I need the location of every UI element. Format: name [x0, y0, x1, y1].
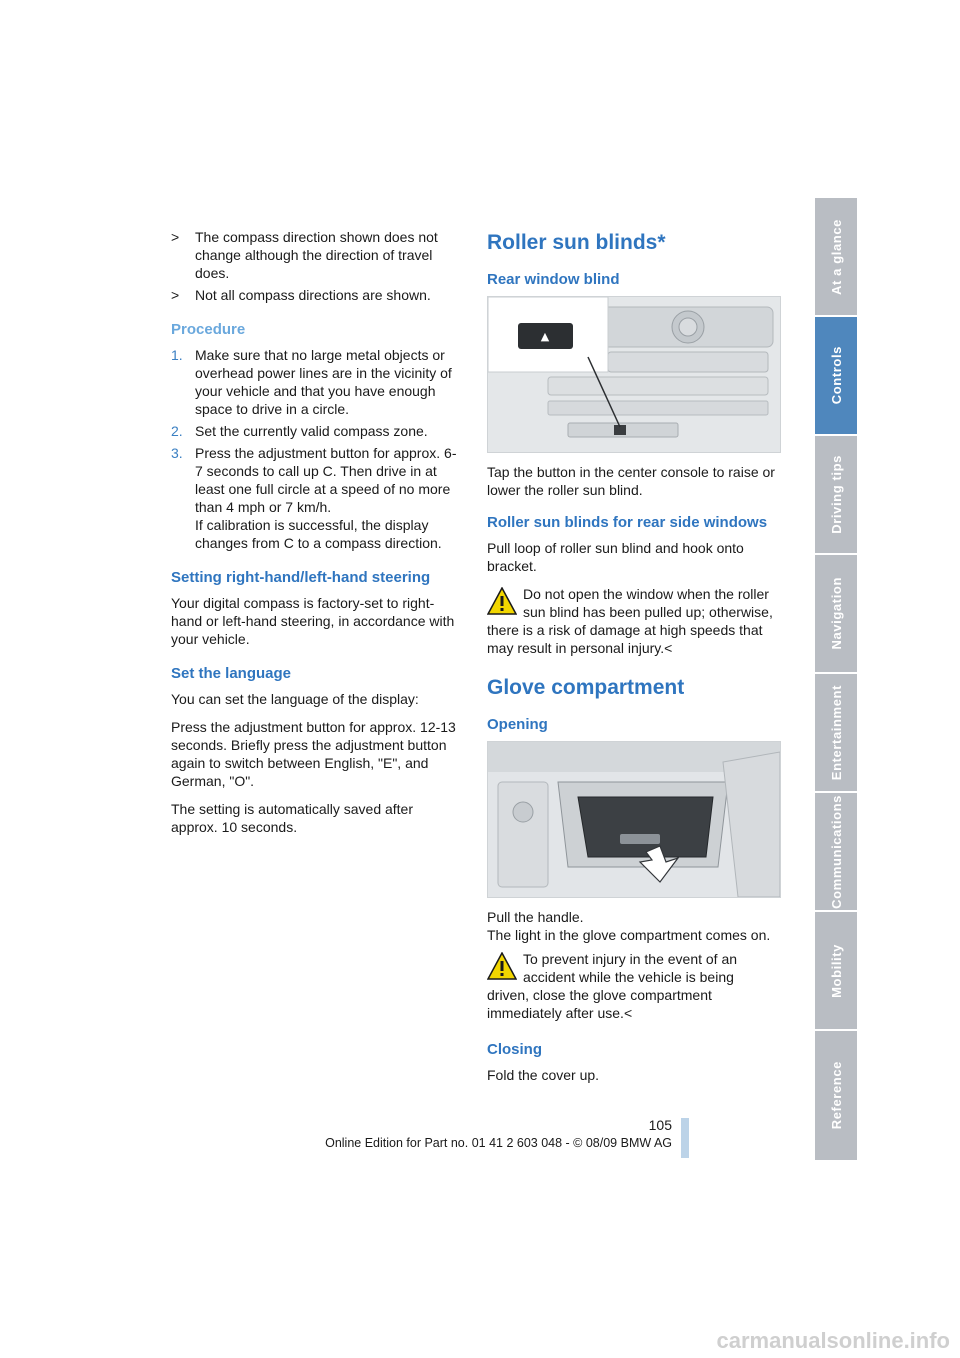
opening-line-2: The light in the glove compartment comes on. — [487, 927, 771, 943]
opening-text — [487, 908, 779, 944]
glove-compartment-illustration — [488, 742, 780, 897]
sidebar-tab-label: At a glance — [828, 218, 844, 295]
footer-bar — [681, 1118, 689, 1158]
end-mark: < — [664, 640, 673, 656]
page-number: 105 — [648, 1117, 672, 1133]
sidebar-tab-label: Controls — [828, 346, 844, 405]
procedure-step — [171, 422, 463, 440]
opening-line-1: Pull the handle. — [487, 909, 584, 925]
procedure-step — [171, 346, 463, 418]
steering-heading: Setting right-hand/left-hand steering — [171, 569, 431, 586]
language-p1: You can set the language of the display: — [171, 691, 419, 707]
sidebar-tab-label: Communications — [828, 794, 844, 909]
language-heading: Set the language — [171, 665, 292, 682]
bullet-text: Not all compass directions are shown. — [195, 287, 431, 303]
sidebar-tab-controls[interactable] — [815, 317, 857, 436]
sidebar-tab-reference[interactable] — [815, 1031, 857, 1160]
warning-icon — [487, 587, 517, 615]
step-body — [195, 444, 463, 552]
glove-warning — [487, 950, 779, 1022]
sidebar-tab-label: Entertainment — [828, 684, 844, 781]
sidebar-tab-communications[interactable] — [815, 793, 857, 912]
procedure-heading: Procedure — [171, 321, 246, 338]
roller-heading: Roller sun blinds* — [487, 231, 666, 254]
sidebar-tab-navigation[interactable] — [815, 555, 857, 674]
glove-heading: Glove compartment — [487, 676, 685, 699]
step-text: Set the currently valid compass zone. — [195, 423, 428, 439]
procedure-step — [171, 444, 463, 552]
step-text: Press the adjustment button for approx. 6-7 seconds to call up C. Then drive in at least one full circle at a speed of no more than 4 mph or 7 km/h. — [195, 445, 457, 515]
steering-text: Your digital compass is factory-set to right-hand or left-hand steering, in accordance with your vehicle. — [171, 595, 455, 647]
bullet-text: The compass direction shown does not change although the direction of travel does. — [195, 229, 438, 281]
sidebar-tab-entertainment[interactable] — [815, 674, 857, 793]
closing-text: Fold the cover up. — [487, 1067, 600, 1083]
bullet-marker: > — [171, 229, 180, 245]
footer-text: Online Edition for Part no. 01 41 2 603 048 - © 08/09 BMW AG — [325, 1136, 672, 1150]
sidebar-tab-driving-tips[interactable] — [815, 436, 857, 555]
sidebar-tab-label: Driving tips — [828, 455, 844, 534]
step-number: 1. — [171, 347, 183, 363]
svg-text:▲: ▲ — [540, 330, 550, 343]
end-mark: < — [623, 1005, 633, 1021]
bullet-item — [171, 228, 463, 282]
roller-warning — [487, 585, 779, 657]
sidebar-tab-label: Reference — [828, 1061, 844, 1130]
language-p3: The setting is automatically saved after approx. 10 seconds. — [171, 801, 414, 835]
center-console-illustration — [488, 297, 780, 452]
step-number: 3. — [171, 445, 183, 461]
center-console-image — [487, 296, 781, 453]
watermark: carmanualsonline.info — [716, 1328, 950, 1353]
side-blind-text: Pull loop of roller sun blind and hook onto bracket. — [487, 540, 744, 574]
rear-blind-text: Tap the button in the center console to raise or lower the roller sun blind. — [487, 464, 775, 498]
step-number: 2. — [171, 423, 183, 439]
language-p2: Press the adjustment button for approx. 12-13 seconds. Briefly press the adjustment button again to switch between English, "E", and German, "O". — [171, 719, 456, 789]
sidebar-tab-label: Mobility — [828, 943, 844, 998]
opening-heading: Opening — [487, 716, 548, 733]
chapter-sidebar — [815, 198, 857, 1160]
bullet-marker: > — [171, 287, 180, 303]
step-text: Make sure that no large metal objects or overhead power lines are in the vicinity of your vehicle and that you have enough space to drive in a circle. — [195, 347, 452, 417]
left-column — [171, 228, 463, 846]
sidebar-tab-mobility[interactable] — [815, 912, 857, 1031]
warning-icon — [487, 952, 517, 980]
rear-blind-heading: Rear window blind — [487, 271, 620, 288]
glove-compartment-image — [487, 741, 781, 898]
closing-heading: Closing — [487, 1041, 542, 1058]
side-blind-heading: Roller sun blinds for rear side windows — [487, 514, 768, 531]
right-column — [487, 228, 779, 1094]
bullet-item — [171, 286, 463, 304]
step-extra: If calibration is successful, the display changes from C to a compass direction. — [195, 517, 442, 551]
sidebar-tab-at-a-glance[interactable] — [815, 198, 857, 317]
sidebar-tab-label: Navigation — [828, 577, 844, 650]
roller-warning-text: Do not open the window when the roller sun blind has been pulled up; otherwise, there is a risk of damage at high speeds that may result in personal injury. — [487, 586, 773, 656]
glove-warning-text: To prevent injury in the event of an accident while the vehicle is being driven, close the glove compartment immediately after use. — [487, 951, 738, 1021]
